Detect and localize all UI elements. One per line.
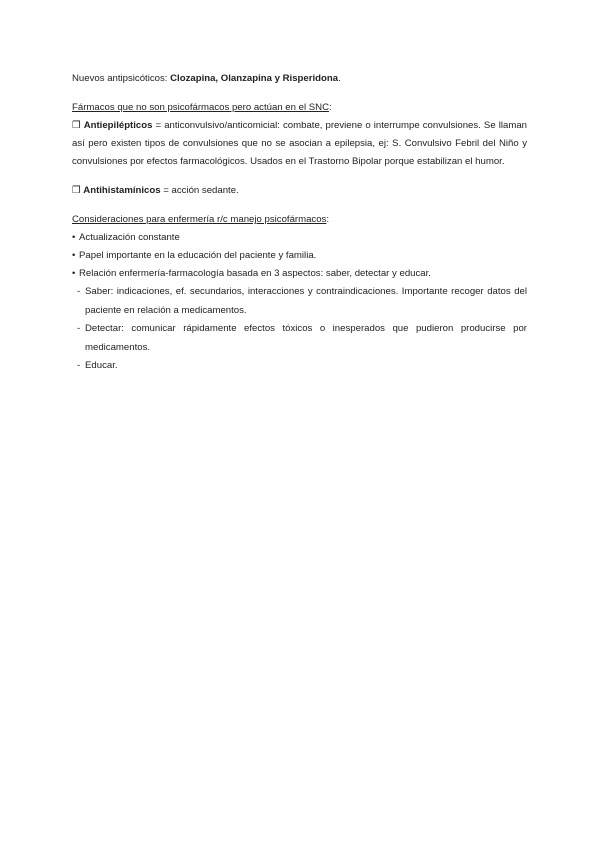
antihistaminicos-term: Antihistamínicos [83, 185, 161, 196]
section2-heading-line [72, 211, 527, 229]
intro-line [72, 70, 527, 88]
list-item [72, 229, 527, 247]
antiepilepticos-paragraph [72, 117, 527, 171]
list-item-text: Actualización constante [79, 232, 180, 243]
intro-suffix: . [338, 73, 341, 84]
list-item [72, 247, 527, 265]
sub-list-item-text: Saber: indicaciones, ef. secundarios, interacciones y contraindicaciones. Importante recoger datos del paciente en relación a medicamentos. [85, 286, 527, 316]
antihistaminicos-text: = acción sedante. [160, 185, 239, 196]
section1-heading-line [72, 99, 527, 117]
list-item [72, 265, 527, 283]
section1-heading: Fármacos que no son psicofármacos pero actúan en el SNC [72, 102, 330, 113]
bullet-icon: • [72, 268, 76, 279]
bullet-icon: • [72, 232, 76, 243]
intro-prefix: Nuevos antipsicóticos: [72, 73, 171, 84]
dash-icon: - [77, 360, 81, 371]
dash-icon: - [77, 286, 81, 297]
sub-list-item [77, 320, 527, 357]
checkbox-icon: ❒ [72, 185, 81, 196]
antihistaminicos-paragraph [72, 182, 527, 200]
list-item-text: Papel importante en la educación del paciente y familia. [79, 250, 317, 261]
bullet-icon: • [72, 250, 76, 261]
section2-heading: Consideraciones para enfermería r/c manejo psicofármacos [72, 214, 327, 225]
antiepilepticos-text: = anticonvulsivo/anticomicial: combate, previene o interrumpe convulsiones. Se llaman así pero existen tipos de convulsiones que no se asocian a epilepsia, ej: S. Convulsivo Febril del Niño y convulsiones por efectos farmacológicos. Usados en el Trastorno Bipolar porque estabilizan el humor. [72, 120, 527, 167]
list-item-text: Relación enfermería-farmacología basada en 3 aspectos: saber, detectar y educar. [79, 268, 431, 279]
intro-drugs: Clozapina, Olanzapina y Risperidona [170, 73, 339, 84]
spacer [72, 171, 527, 182]
spacer [72, 88, 527, 99]
antiepilepticos-term: Antiepilépticos [83, 120, 153, 131]
spacer [72, 200, 527, 211]
sub-list-item [77, 283, 527, 320]
sub-list-item [77, 357, 527, 376]
document-page [72, 70, 527, 376]
checkbox-icon: ❒ [72, 120, 81, 131]
sub-list-item-text: Detectar: comunicar rápidamente efectos tóxicos o inesperados que pudieron producirse por medicamentos. [85, 323, 527, 353]
section2-heading-suffix: : [326, 214, 330, 225]
sub-list-item-text: Educar. [85, 360, 118, 371]
dash-icon: - [77, 323, 81, 334]
section1-heading-suffix: : [329, 102, 332, 113]
